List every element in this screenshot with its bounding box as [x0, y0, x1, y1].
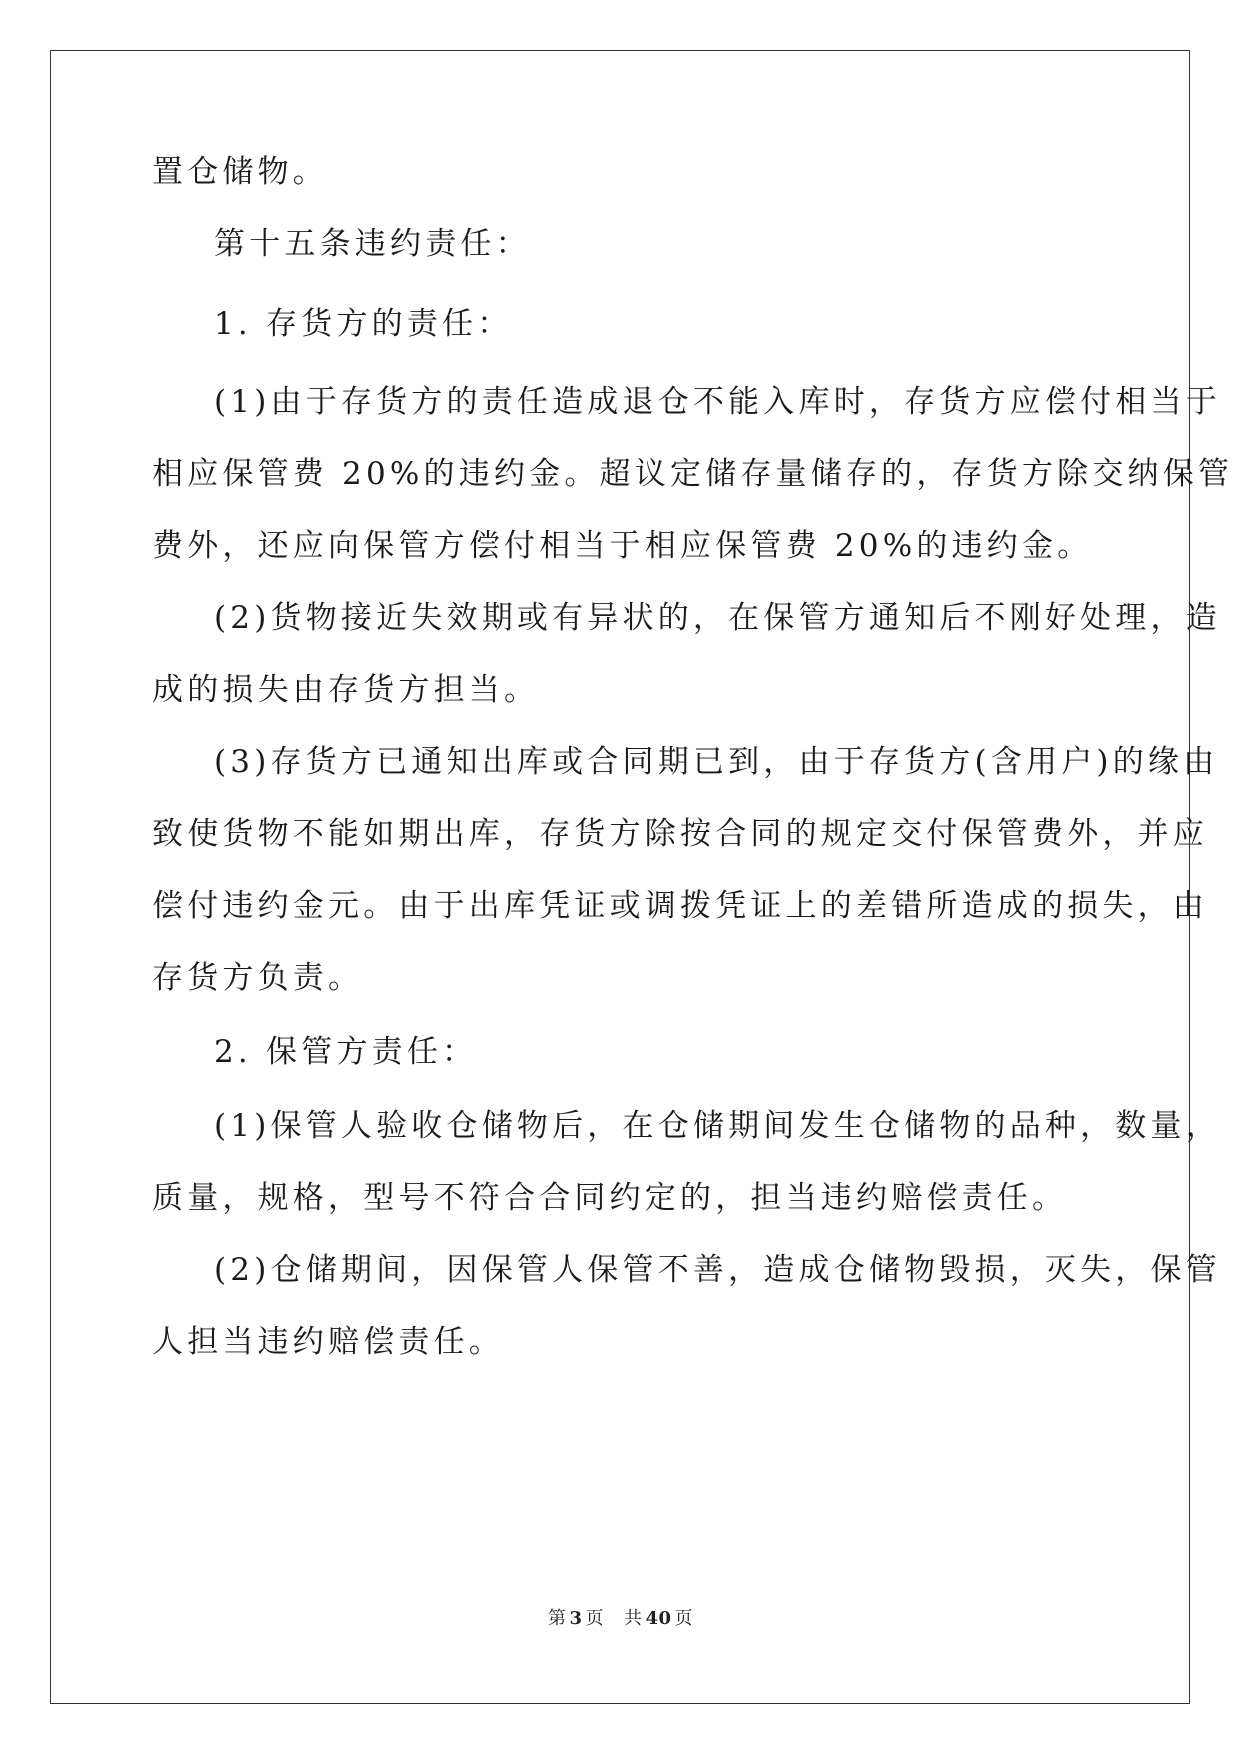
text-line: 相应保管费 20%的违约金。超议定储存量储存的，存货方除交纳保管 [152, 456, 1234, 492]
text-line: (1)由于存货方的责任造成退仓不能入库时，存货方应偿付相当于 [214, 384, 1221, 420]
subsection-heading: 2. 保管方责任： [214, 1034, 478, 1070]
text-line: (3)存货方已通知出库或合同期已到，由于存货方(含用户)的缘由 [214, 744, 1219, 780]
text-line: 成的损失由存货方担当。 [152, 672, 540, 708]
page-unit: 页 [585, 1608, 604, 1629]
text-line: 偿付违约金元。由于出库凭证或调拨凭证上的差错所造成的损失，由 [152, 888, 1208, 924]
text-line: 人担当违约赔偿责任。 [152, 1324, 504, 1360]
page-prefix: 第 [547, 1608, 567, 1629]
text-line: 存货方负责。 [152, 960, 364, 996]
page-number: 3 [569, 1608, 583, 1629]
text-line: (2)货物接近失效期或有异状的，在保管方通知后不刚好处理，造 [214, 600, 1221, 636]
text-line: 质量，规格，型号不符合合同约定的，担当违约赔偿责任。 [152, 1180, 1068, 1216]
total-prefix: 共 [623, 1608, 643, 1629]
text-line: 致使货物不能如期出库，存货方除按合同的规定交付保管费外，并应 [152, 816, 1208, 852]
page-footer [0, 1604, 1241, 1630]
page-border [50, 50, 1190, 1704]
text-line: 费外，还应向保管方偿付相当于相应保管费 20%的违约金。 [152, 528, 1093, 564]
total-pages: 40 [645, 1608, 672, 1629]
subsection-heading: 1. 存货方的责任： [214, 306, 513, 342]
text-line: 置仓储物。 [152, 154, 328, 190]
text-line: (1)保管人验收仓储物后，在仓储期间发生仓储物的品种，数量， [214, 1108, 1221, 1144]
section-heading: 第十五条违约责任： [214, 226, 531, 262]
text-line: (2)仓储期间，因保管人保管不善，造成仓储物毁损，灭失，保管 [214, 1252, 1221, 1288]
total-unit: 页 [674, 1608, 694, 1629]
